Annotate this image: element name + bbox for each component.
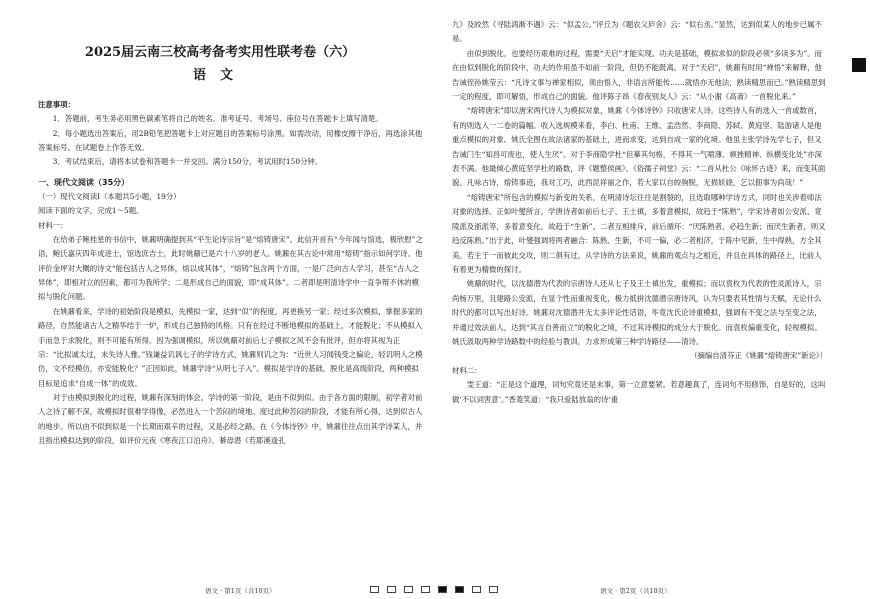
right-paragraph-4: “熔铸唐宋”所包含的模拟与新变的关系，在明清诗坛往往是割裂的，且选取哪种学诗方式，同时也关涉着师法对象的选择。正如叶燮所言，学唐诗者如前后七子、王士禛，多着意模拟，故趋于“陈熟”，学宋诗者如公安派、竟陵派及浙派等，多着意变化，故趋于“生新”。二者互相排斥，前后循环：“厌陈熟者，必趋生新；而厌生新者，则又趋反陈熟。”出于此，叶燮强调将两者融合：陈熟、生新，不可一偏，必二者相济，于陈中见新，生中得熟，方全其美。若主于一而彼此交攻，则二俱有过。从学诗的方法来说，姚鼐的观点与之相近，并且在具体的路径上，比前人有着更为精微的探讨。 — [452, 192, 826, 274]
right-body — [452, 18, 827, 407]
right-paragraph-2: 由似到脱化，也要经历艰难的过程，需要“天启”才能实现。功夫是基础，模拟求似的阶段必须“多读多为”。而在由似到脱化的阶段中，功夫的作用虽不如前一阶段，但仍不能既离。对于“天启”，姚鼐有时用“禅悟”来解释，他告诫侄孙姚莹云：“凡诗文事与禅家相似，须由悟入，非语言所能传……就悟亦无他法，熟读精思而已。”熟读精思到一定的程度，即可解悟，形成自己的面貌。他评陈子昂《春夜别友人》云：“从小谢《高斋》一首脱化来。” — [452, 48, 826, 102]
right-paragraph-final: 雯王道：“正是这个道理，词句究竟还是末事，第一立意要紧。若意趣真了，连词句不用修饰，自是好的，这叫做‘不以词害意’。”香菱笑道：“我只爱陆放翁的诗‘重 — [452, 380, 826, 404]
material-label-2: 材料二： — [452, 365, 482, 375]
left-paragraph-3: 对于由模拟到脱化的过程，姚鼐有深刻的体会。学诗的第一阶段，是由不似到似。由于各方面的限制，初学者对前人之诗了解不深，故模拟时很难学得像，必然进入一个苦闷的境地。度过此种苦闷的阶段，才能有所心得，达到似古人的地步。所以由不似到似是一个长期而艰辛的过程，又是必经之路。在《今体诗钞》中，姚鼐往往点出其学诗某人，并且指出模拟达到的阶段，如评价元夜《寒夜江口泊舟》、綦毋潜《若耶溪逢孔 — [38, 392, 423, 445]
page-nav-square[interactable] — [387, 586, 396, 593]
section-heading: 一、现代文阅读（35分） — [38, 177, 130, 187]
right-paragraph-3: “熔铸唐宋”即以唐宋两代诗人为模拟对象，姚鼐《今体诗钞》只收唐宋人诗。这些诗人有的选入一首或数首，有的则选入一二卷的篇幅。收入选规模来看，李白、杜甫、王维、孟浩然、李商隐、苏轼、黄庭坚、陆游诸人是他重点模拟的对象。姚氏全图在故法诸家的基础上，进而求变，达到自成一家的化境。他虽主张学诗先学七子，但又告诫门生“知昌可废也，使人生厌”。对于李商隐学杜“但摹其句格，不得其一气喷薄、顿挫精神、纵横变化处”亦深表不满。他最倾心黄庭坚学杜的路数，评《题整侯画》、《俗孺子祠堂》云：“二首从杜公《咏怀古迹》来，而变其面貌。凡咏古诗，熔铸事迹，我对工巧，此西昆祥丽之作，若大家以自皎驹脱，无损妖娆，乞以佃事为尚哉！” — [452, 106, 826, 188]
page-footer-2: 语文 · 第2页（共10页） — [600, 587, 671, 595]
left-body — [38, 98, 426, 448]
left-paragraph-1: 在给弟子鲍桂星的书信中，姚鼐明确提到其“平生论诗宗旨”是“熔铸唐宋”。此信开首有“今年闻与馆选，极欣慰”之语，鲍氏嘉庆四年成进士，馆选庶吉士，此时姚鼐已是六十八岁的老人。姚鼐在其古论中常用“熔铸”指示如何学诗。他评价金坪对大概的诗文“能包括古人之异体，熔以成其体”，“熔铸”包含两个方面，一是广泛向古人学习，甚至“古人之异体”，即相对立的因素，都可为我所学；二是形成自己的面貌，即“成其体”。二者即是明清诗学中一直争辩不休的模拟与脱化问题。 — [38, 235, 423, 302]
page-nav-square[interactable] — [404, 586, 413, 593]
page-marker — [852, 58, 866, 72]
subject-title: 语文 — [192, 68, 247, 83]
instruction: 阅读下面的文字，完成1～5题。 — [38, 206, 144, 216]
page-nav-square[interactable] — [421, 586, 430, 593]
notice-heading: 注意事项： — [38, 100, 75, 109]
notice-item-2: 2．每小题选出答案后，用2B铅笔把答题卡上对应题目的答案标号涂黑。如需改动，用橡皮擦干净后，再选涂其他答案标号。在试题卷上作答无效。 — [38, 128, 423, 153]
page-nav-square[interactable] — [370, 586, 379, 593]
source-citation: （摘编自清芬正《姚鼐“熔铸唐宋”新论》） — [690, 351, 827, 361]
notice-item-1: 1．答题前，考生务必用黑色碳素笔将自己的姓名、准考证号、考场号、座位号在答题卡上填写清楚。 — [52, 114, 383, 124]
right-paragraph-1: 九》及皎然《寻陆鸿渐不遇》云：“似孟公。”评丘为《题农父庐舍》云：“似右丞。”显然，达到似某人的地步已属不易。 — [452, 20, 822, 44]
sub-heading: （一）现代文阅读Ⅰ（本题共5小题，19分） — [38, 192, 181, 202]
page-footer-1: 语文 · 第1页（共10页） — [205, 587, 276, 595]
exam-title: 2025届云南三校高考备考实用性联考卷（六） — [84, 45, 356, 60]
material-label-1: 材料一： — [38, 220, 68, 230]
right-paragraph-5: 姚鼐的时代，以沈德潜为代表的宗唐诗人还从七子及王士禛出发，重模拟；而以袁枚为代表的性灵派诗人，宗尚杨万里，且建路公安派，在显个性而重视变化，极力抵拼沈德潜宗唐诗风，认为只要表其性情与天赋，无论什么时代的都可以写出好诗。姚鼐对沈德潜并无太多评论性话语，毕竟沈氏论诗重模拟，强调有不变之法与至变之法，并通过效法前人，达到“其言自善而立”的脱化之境，不过其诗模拟的成分大于脱化。而袁枚偏重变化，轻视模拟。姚氏汲取两种学诗路数中的经验与教训，力求形成第三种学诗路径——清诗。 — [452, 279, 822, 346]
left-paragraph-2: 在姚鼐看来，学诗的初始阶段是模拟，先模拟一家，达到“似”的程度，再更换另一家；经过多次模拟，掌握多家的路径，自然能诸古人之精华结于一炉，形成自己独特的风格。只有在经过不断地模拟的基础上，才能脱化；不从模拟入手而急于求脱化，则不可能有所得。因为强调模拟，所以姚鼐对前后七子模拟之风不会有批评，但亦将其视为正宗：“比拟诚太过，未失诗人雅。”钱谦益讥讽七子的学诗方式，姚鼐则讥之为：“近世人习闻钱受之偏论，轻讥明人之模仿，文不经模仿，亦安能脱化？”正因如此，姚鼐学诗“从明七子入”。模拟是学诗的基础，脱化是高级阶段，两种模拟目标是追求“自成一体”的成效。 — [38, 306, 423, 388]
right-page — [440, 0, 870, 599]
notice-item-3: 3．考试结束后，请将本试卷和答题卡一并交回。满分150分，考试用时150分钟。 — [52, 157, 323, 167]
